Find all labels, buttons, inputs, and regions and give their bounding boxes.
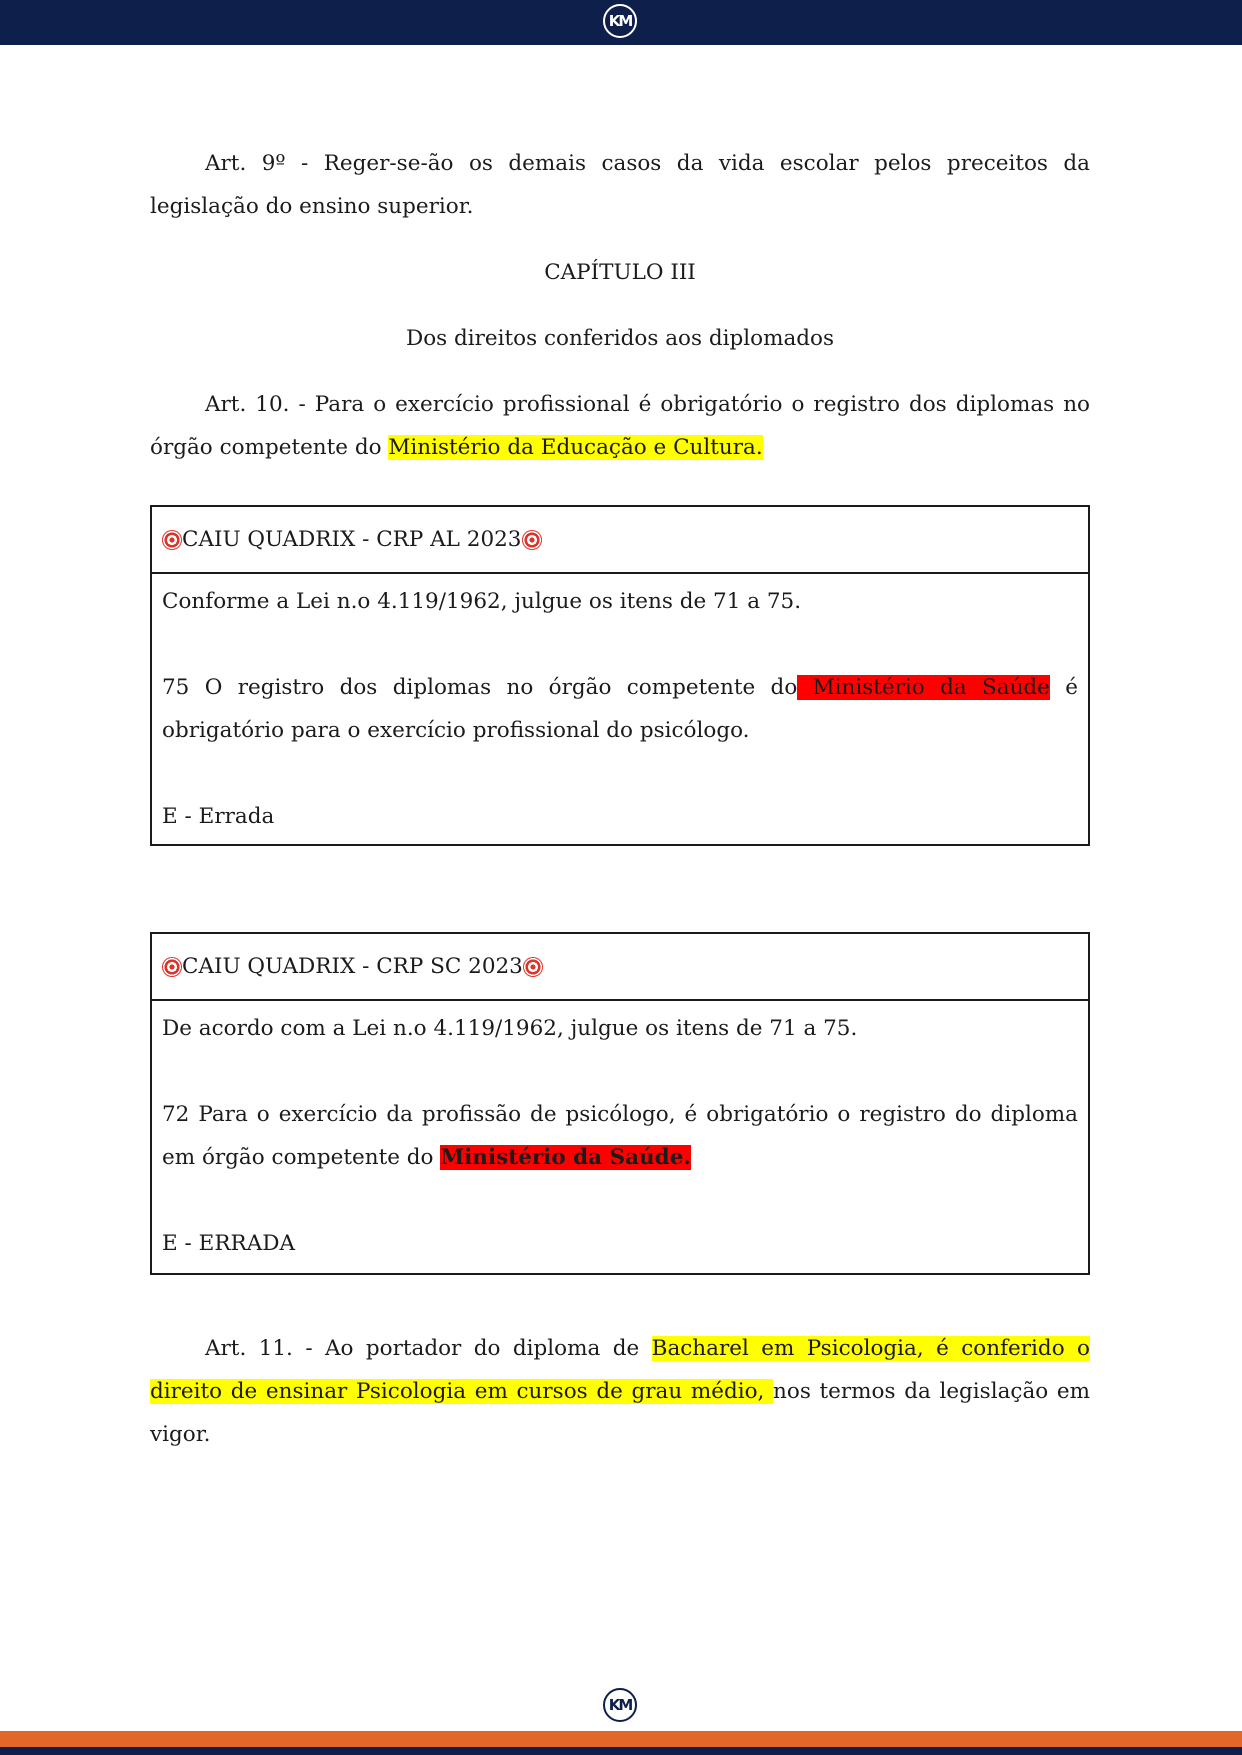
logo-icon: KM: [603, 4, 637, 38]
footer-stripe-navy: [0, 1747, 1242, 1755]
target-icon: [162, 530, 182, 550]
chapter-subtitle: Dos direitos conferidos aos diplomados: [405, 326, 835, 351]
question-intro: De acordo com a Lei n.o 4.119/1962, julgue os itens de 71 a 75.: [162, 1016, 858, 1041]
question-title: CAIU QUADRIX - CRP SC 2023: [182, 954, 523, 979]
question-item: [162, 1093, 1078, 1179]
target-icon: [162, 957, 182, 977]
article-10: [150, 383, 1090, 469]
target-icon: [522, 530, 542, 550]
question-box-al: [150, 505, 1090, 846]
question-box-header: [152, 507, 1088, 574]
chapter-title: CAPÍTULO III: [544, 260, 696, 285]
article-9: Art. 9º - Reger-se-ão os demais casos da vida escolar pelos preceitos da legislação do ensino superior.: [150, 151, 1090, 219]
question-item-highlight: Ministério da Saúde: [797, 675, 1050, 700]
article-11-text: Art. 11. - Ao portador do diploma de: [205, 1336, 652, 1361]
article-10-highlight: Ministério da Educação e Cultura.: [388, 435, 763, 460]
question-box-header: [152, 934, 1088, 1001]
question-item-text: 72 Para o exercício da profissão de psicólogo, é obrigatório o registro do diploma em órgão competente do: [162, 1102, 1078, 1170]
question-item-highlight: Ministério da Saúde.: [440, 1145, 691, 1170]
footer-stripe-orange: [0, 1731, 1242, 1747]
article-10-text: Art. 10. - Para o exercício profissional é obrigatório o registro dos diplomas no órgão competente do: [150, 392, 1090, 460]
question-box-body: [152, 1001, 1088, 1273]
article-11: [150, 1327, 1090, 1456]
question-title: CAIU QUADRIX - CRP AL 2023: [182, 527, 522, 552]
question-item: [162, 666, 1078, 752]
question-answer: E - Errada: [162, 804, 275, 829]
article-11-text-after: nos termos da legislação em vigor.: [150, 1379, 1090, 1447]
question-item-text: 75 O registro dos diplomas no órgão competente do: [162, 675, 798, 700]
question-intro: Conforme a Lei n.o 4.119/1962, julgue os itens de 71 a 75.: [162, 589, 802, 614]
target-icon: [523, 957, 543, 977]
question-box-sc: [150, 932, 1090, 1275]
question-box-body: [152, 574, 1088, 844]
question-item-text-after: é obrigatório para o exercício profissional do psicólogo.: [162, 675, 1079, 743]
question-answer: E - ERRADA: [162, 1231, 295, 1256]
footer-logo-icon: KM: [603, 1688, 637, 1722]
document-body: [150, 142, 1090, 1456]
article-11-highlight: Bacharel em Psicologia, é conferido o direito de ensinar Psicologia em cursos de grau médio,: [150, 1336, 1091, 1404]
